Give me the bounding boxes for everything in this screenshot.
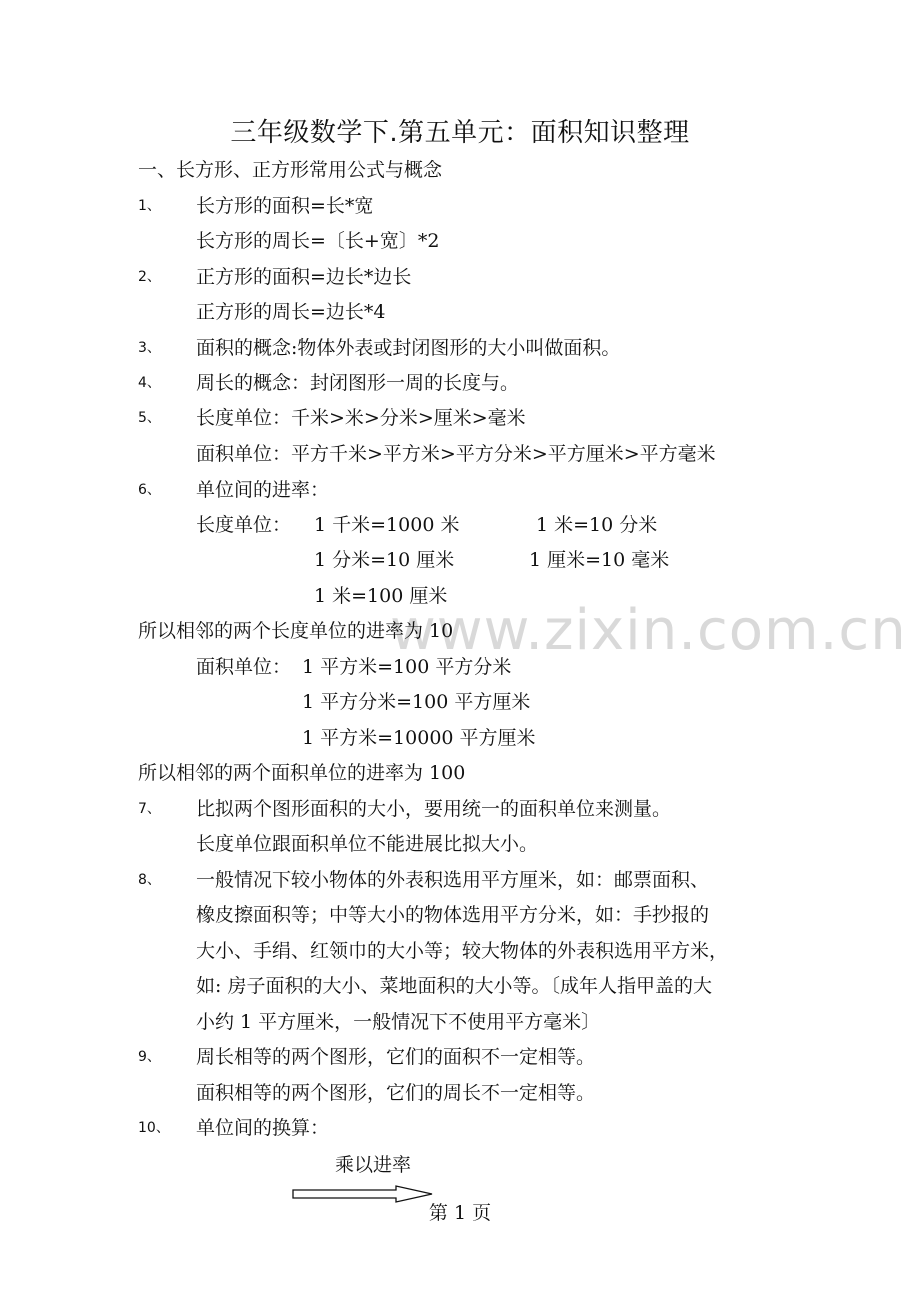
item-text: 一般情况下较小物体的外表积选用平方厘米，如：邮票面积、 — [196, 869, 710, 891]
area-unit-label: 面积单位： — [196, 656, 292, 678]
conversion: 1 平方分米=100 平方厘米 — [302, 691, 531, 713]
item-number: 5、 — [138, 410, 161, 426]
arrow-label: 乘以进率 — [335, 1154, 412, 1176]
item-text: 橡皮擦面积等；中等大小的物体选用平方分米，如：手抄报的 — [196, 904, 710, 926]
item-number: 2、 — [138, 269, 161, 285]
item-text: 长方形的面积=长*宽 — [196, 195, 374, 217]
section-heading: 一、长方形、正方形常用公式与概念 — [138, 159, 443, 181]
item-number: 7、 — [138, 801, 161, 817]
item-number: 1、 — [138, 198, 161, 214]
item-text: 长度单位跟面积单位不能进展比拟大小。 — [196, 833, 539, 855]
item-text: 正方形的周长=边长*4 — [196, 301, 386, 323]
conversion: 1 米=10 分米 — [536, 514, 658, 536]
conversion: 1 平方米=10000 平方厘米 — [302, 727, 536, 749]
item-number: 3、 — [138, 340, 161, 356]
conversion: 1 千米=1000 米 — [314, 514, 460, 536]
item-number: 9、 — [138, 1049, 161, 1065]
item-text: 周长的概念：封闭图形一周的长度与。 — [196, 372, 520, 394]
item-text: 单位间的换算： — [196, 1117, 330, 1139]
page-title: 三年级数学下.第五单元：面积知识整理 — [230, 118, 690, 148]
item-number: 4、 — [138, 375, 161, 391]
item-text: 正方形的面积=边长*边长 — [196, 266, 412, 288]
item-text: 如: 房子面积的大小、菜地面积的大小等。〔成年人指甲盖的大 — [196, 975, 712, 997]
conversion: 1 分米=10 厘米 — [314, 549, 455, 571]
item-text: 周长相等的两个图形，它们的面积不一定相等。 — [196, 1046, 596, 1068]
area-note: 所以相邻的两个面积单位的进率为 100 — [138, 762, 466, 784]
conversion: 1 平方米=100 平方分米 — [302, 656, 512, 678]
item-number: 8、 — [138, 872, 161, 888]
length-note: 所以相邻的两个长度单位的进率为 10 — [138, 620, 454, 642]
item-text: 大小、手绢、红领巾的大小等；较大物体的外表积选用平方米， — [196, 940, 729, 962]
item-text: 小约 1 平方厘米，一般情况下不使用平方毫米〕 — [196, 1011, 601, 1033]
watermark: www.zixin.com.cn — [390, 598, 907, 663]
conversion: 1 米=100 厘米 — [314, 585, 448, 607]
conversion: 1 厘米=10 毫米 — [529, 549, 670, 571]
item-text: 比拟两个图形面积的大小，要用统一的面积单位来测量。 — [196, 798, 672, 820]
item-number: 6、 — [138, 482, 161, 498]
item-text: 长度单位：千米>米>分米>厘米>毫米 — [196, 407, 526, 429]
length-unit-label: 长度单位： — [196, 514, 292, 536]
item-text: 长方形的周长=〔长+宽〕*2 — [196, 230, 440, 252]
item-text: 单位间的进率： — [196, 479, 330, 501]
page-footer: 第 1 页 — [428, 1202, 492, 1224]
item-text: 面积的概念:物体外表或封闭图形的大小叫做面积。 — [196, 337, 621, 359]
item-text: 面积相等的两个图形，它们的周长不一定相等。 — [196, 1082, 596, 1104]
item-number: 10、 — [138, 1120, 170, 1136]
item-text: 面积单位：平方千米>平方米>平方分米>平方厘米>平方毫米 — [196, 443, 716, 465]
